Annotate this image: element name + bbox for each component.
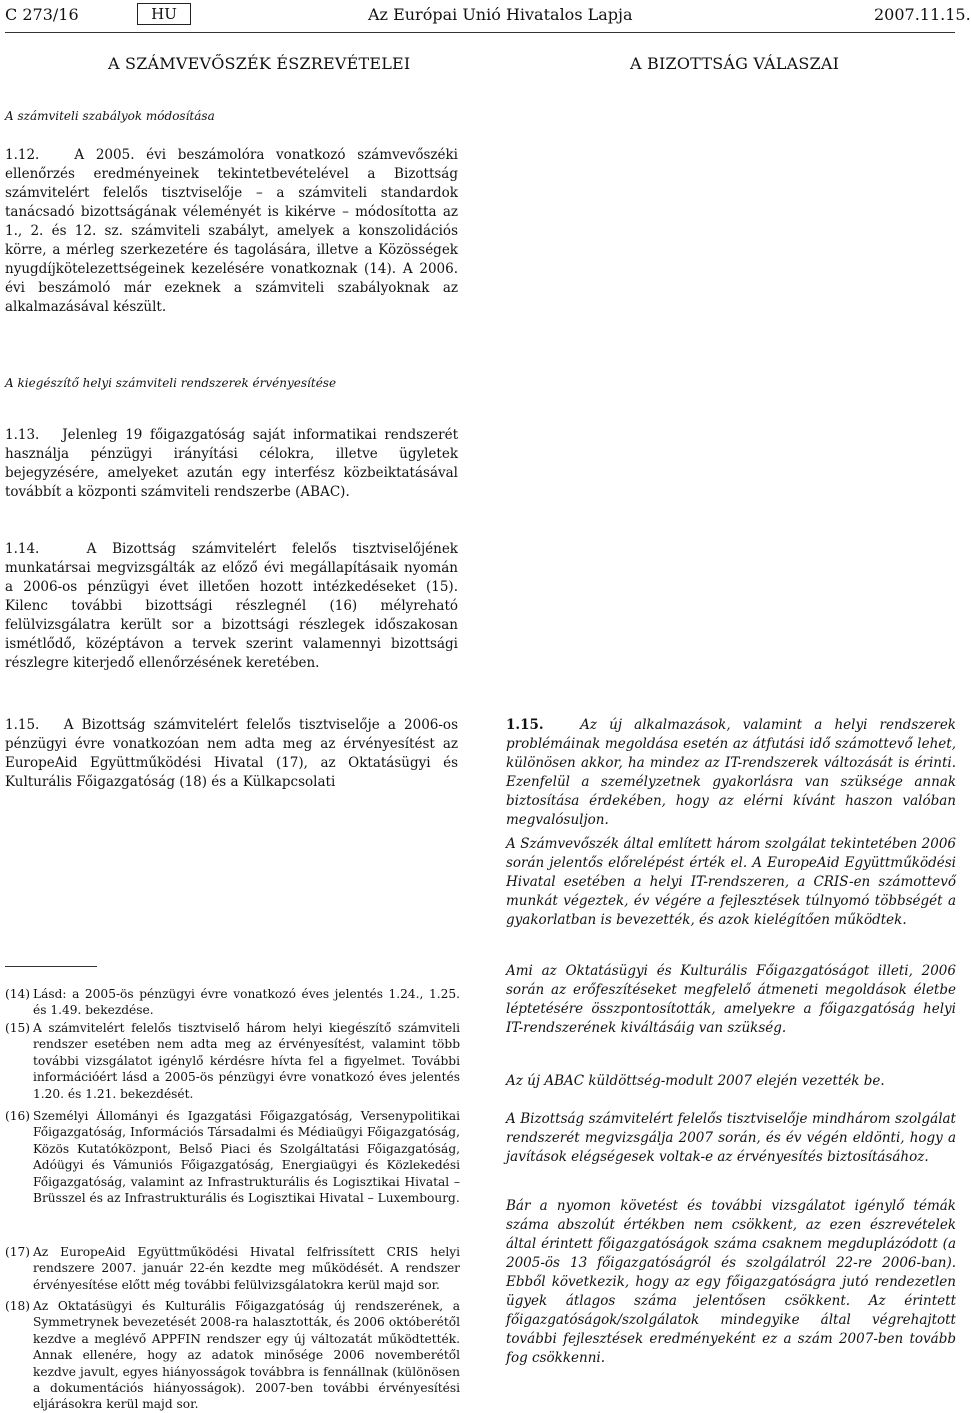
section-title: A kiegészítő helyi számviteli rendszerek érvényesítése <box>5 376 337 390</box>
footnote-number: (15) <box>5 1021 31 1035</box>
reply-paragraph: Ami az Oktatásügyi és Kulturális Főigazgatóságot illeti, 2006 során az erőfeszítéseket megfelelő átmeneti megoldások életbe léptetésére összpontosították, amelyekre a főigazgatóság helyi IT-rendszerének kiváltásáig van szükség. <box>506 963 956 1036</box>
paragraph-1-13 <box>5 426 458 502</box>
footnote-number: (18) <box>5 1299 31 1313</box>
footnote-number: (14) <box>5 987 31 1001</box>
paragraph-number: 1.13. <box>5 427 40 443</box>
footnote-15 <box>5 1020 460 1102</box>
footnote-text: Az EuropeAid Együttműködési Hivatal felfrissített CRIS helyi rendszere 2007. január 22-én kezdte meg működését. A rendszer érvényesítése előtt még további felülvizsgálatokra kerül majd sor. <box>33 1245 460 1292</box>
paragraph-text: Az új alkalmazások, valamint a helyi rendszerek problémáinak megoldása esetén az átfutási idő számottevő lehet, különösen akkor, ha mindez az IT-rendszerek változását is érinti. Ezenfelül a személyzetnek gyakorlásra van szüksége annak biztosítása érdekében, hogy az elérni kívánt haszon valóban megvalósuljon. <box>506 717 956 828</box>
language-code-box: HU <box>137 3 191 25</box>
paragraph-text: Jelenleg 19 főigazgatóság saját informatikai rendszerét használja pénzügyi irányítási célokra, illetve ügyletek bejegyzésére, amelyeket azután egy interfész közbeiktatásával továbbít a központi számviteli rendszerbe (ABAC). <box>5 427 458 500</box>
footnote-text: Az Oktatásügyi és Kulturális Főigazgatóság új rendszerének, a Symmetrynek bevezetését 2008-ra halasztották, és 2006 októberétől kezdve a meglévő APPFIN rendszer egy új változatát működtették. Annak ellenére, hogy az adatok minősége 2006 novemberétől kezdve javult, egyes hiányosságok továbbra is fennállnak (különösen a dokumentációs hiányosságok). 2007-ben további érvényesítési eljárásokra kerül majd sor. <box>33 1299 460 1412</box>
footnote-14 <box>5 986 460 1019</box>
publication-date: 2007.11.15. <box>874 5 971 24</box>
header-rule <box>5 32 955 33</box>
reply-1-15 <box>506 716 956 830</box>
paragraph-1-15 <box>5 716 458 792</box>
paragraph-1-14 <box>5 540 458 673</box>
reply-paragraph: Bár a nyomon követést és további vizsgálatot igénylő témák száma abszolút értékben nem csökkent, az ezen észrevételek által érintett főigazgatóságok száma csaknem megduplázódott (a 2005-ös 13 főigazgatóságról és szolgálatról 22-re 2006-ban). Ebből következik, hogy az egy főigazgatóságra jutó rendezetlen ügyek átlagos száma jelentősen csökkent. Az érintett főigazgatóságok/szolgálatok mindegyike által végrehajtott további fejlesztések eredményeként ez a szám 2007-ben tovább fog csökkenni. <box>506 1198 956 1366</box>
journal-name: Az Európai Unió Hivatalos Lapja <box>368 5 633 24</box>
paragraph-number: 1.14. <box>5 541 40 557</box>
section-title: A számviteli szabályok módosítása <box>5 109 215 123</box>
journal-reference: C 273/16 <box>5 5 79 24</box>
paragraph-text: A Bizottság számvitelért felelős tisztviselőjének munkatársai megvizsgálták az előző évi megállapításaik nyomán a 2006-os pénzügyi évet illetően hozott intézkedéseket (15). Kilenc további bizottsági részlegnél (16) mélyreható felülvizsgálatra került sor a bizottsági részlegek időszakosan ismétlődő, középtávon a tervek szerint valamennyi bizottsági részlegre kiterjedő ellenőrzésének keretében. <box>5 541 458 671</box>
paragraph-1-12 <box>5 146 458 317</box>
reply-paragraph: Az új ABAC küldöttség-modult 2007 elején vezették be. <box>506 1073 885 1089</box>
footnote-number: (17) <box>5 1245 31 1259</box>
reply-paragraph: A Bizottság számvitelért felelős tisztviselője mindhárom szolgálat rendszerét megvizsgálja 2007 során, és év végén eldönti, hogy a javítások elégségesek voltak-e az érvényesítés biztosításához. <box>506 1111 956 1165</box>
reply-paragraph: A Számvevőszék által említett három szolgálat tekintetében 2006 során jelentős előrelépést érték el. A EuropeAid Együttműködési Hivatal esetében a helyi IT-rendszeren, a CRIS-en számottevő munkát végeztek, év végére a fejlesztések túlnyomó többségét a gyakorlatban is bevezették, és azok kielégítően működtek. <box>506 836 956 928</box>
footnote-text: Személyi Állományi és Igazgatási Főigazgatóság, Versenypolitikai Főigazgatóság, Információs Társadalmi és Médiaügyi Főigazgatóság, Közös Kutatóközpont, Belső Piaci és Szolgáltatási Főigazgatóság, Adóügyi és Vámuniós Főigazgatóság, Energiaügyi és Közlekedési Főigazgatóság, valamint az Infrastrukturális és Logisztikai Hivatal – Brüsszel és az Infrastrukturális és Logisztikai Hivatal – Luxembourg. <box>33 1109 460 1206</box>
paragraph-number: 1.15. <box>506 717 544 733</box>
footnote-17 <box>5 1244 460 1293</box>
footnote-rule <box>5 966 97 967</box>
paragraph-text: A 2005. évi beszámolóra vonatkozó számvevőszéki ellenőrzés eredményeinek tekintetbevételével a Bizottság számvitelért felelős tisztviselője – a számviteli standardok tanácsadó bizottságának véleményét is kikérve – módosította az 1., 2. és 12. sz. számviteli szabályt, amelyek a konszolidációs körre, a mérleg szerkezetére és tagolására, illetve a Közösségek nyugdíjkötelezettségeinek kezelésére vonatkoznak (14). A 2006. évi beszámoló már ezeknek a számviteli szabályoknak az alkalmazásával készült. <box>5 147 458 315</box>
left-column-title: A SZÁMVEVŐSZÉK ÉSZREVÉTELEI <box>108 54 411 73</box>
footnote-text: Lásd: a 2005-ös pénzügyi évre vonatkozó éves jelentés 1.24., 1.25. és 1.49. bekezdése. <box>33 987 460 1018</box>
footnote-number: (16) <box>5 1109 31 1123</box>
paragraph-number: 1.12. <box>5 147 40 163</box>
right-column-title: A BIZOTTSÁG VÁLASZAI <box>630 54 840 73</box>
paragraph-text: A Bizottság számvitelért felelős tisztviselője a 2006-os pénzügyi évre vonatkozóan nem adta meg az érvényesítést az EuropeAid Együttműködési Hivatal (17), az Oktatásügyi és Kulturális Főigazgatóság (18) és a Külkapcsolati <box>5 717 458 790</box>
footnote-text: A számvitelért felelős tisztviselő három helyi kiegészítő számviteli rendszer esetében nem adta meg az érvényesítést, valamint több további vizsgálatot igénylő kérdésre hívta fel a figyelmet. További információért lásd a 2005-ös pénzügyi évre vonatkozó éves jelentés 1.20. és 1.21. bekezdését. <box>33 1021 460 1101</box>
footnote-18 <box>5 1298 460 1413</box>
footnote-16 <box>5 1108 460 1206</box>
paragraph-number: 1.15. <box>5 717 40 733</box>
